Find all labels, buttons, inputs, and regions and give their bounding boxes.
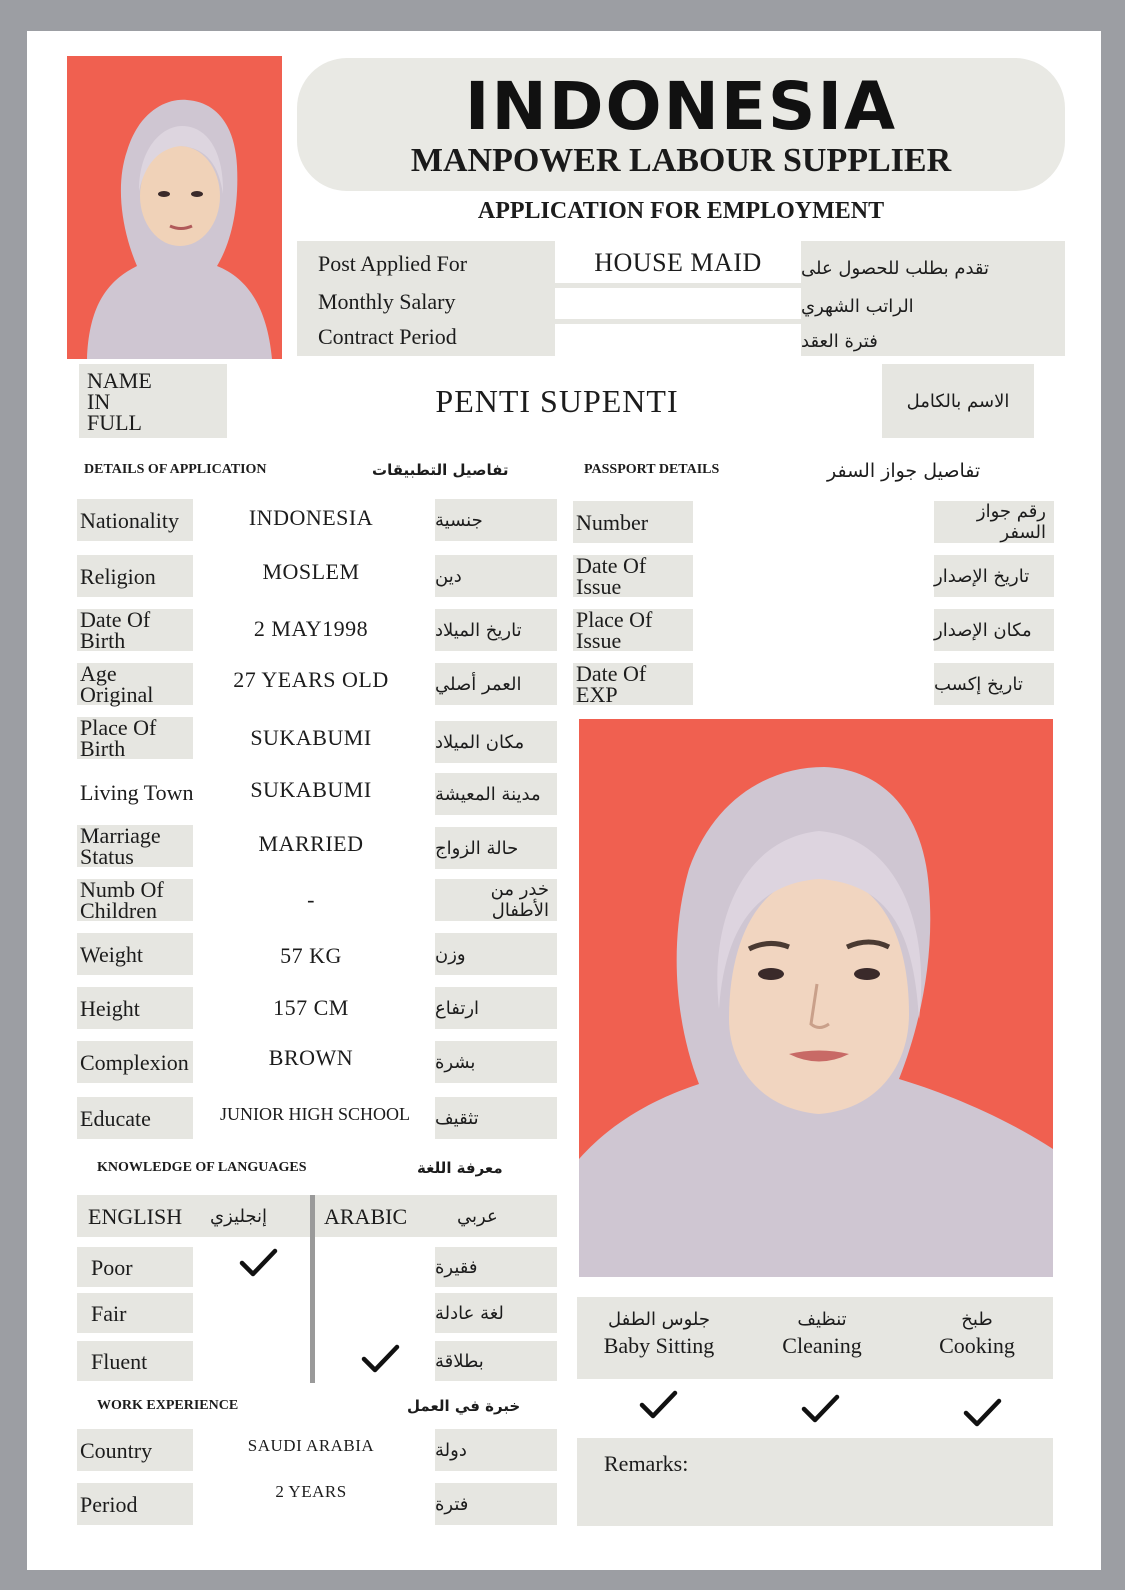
passport-expiry-value xyxy=(697,663,927,705)
post-labels-box xyxy=(297,241,555,356)
passport-issue-place-value xyxy=(697,609,927,651)
monthly-salary-label: Monthly Salary xyxy=(318,288,456,314)
languages-section-title-ar: معرفة اللغة xyxy=(417,1159,503,1177)
level-fair-label-ar: لغة عادلة xyxy=(435,1293,557,1333)
name-label-ar: الاسم بالكامل xyxy=(882,364,1034,438)
date-of-birth-label: Date Of Birth xyxy=(77,609,193,651)
header-company-name: MANPOWER LABOUR SUPPLIER xyxy=(410,142,952,179)
passport-section-title: PASSPORT DETAILS xyxy=(584,462,720,477)
education-label-ar: تثقيف xyxy=(435,1097,557,1139)
english-label-ar: إنجليزي xyxy=(210,1205,268,1227)
weight-value: 57 KG xyxy=(280,943,342,968)
religion-label: Religion xyxy=(77,555,193,597)
baby-sitting-check-mark xyxy=(635,1385,681,1425)
monthly-salary-label-ar: الراتب الشهري xyxy=(801,295,914,317)
level-poor-label-ar: فقيرة xyxy=(435,1247,557,1287)
arabic-level-check-mark xyxy=(357,1339,403,1379)
age-label: Age Original xyxy=(77,663,193,705)
marriage-status-label-ar: حالة الزواج xyxy=(435,827,557,869)
work-country-label: Country xyxy=(77,1429,193,1471)
skill-cooking-label: Cooking xyxy=(939,1333,1015,1358)
passport-number-label: Number xyxy=(573,501,693,543)
details-section-title-ar: تفاصيل التطبيقات xyxy=(372,461,509,479)
work-period-label-ar: فترة xyxy=(435,1483,557,1525)
skill-cooking-ar: طبخ xyxy=(961,1309,993,1330)
monthly-salary-value xyxy=(555,288,801,318)
remarks-value xyxy=(601,1482,604,1512)
living-town-value: SUKABUMI xyxy=(250,777,372,802)
date-of-birth-label-ar: تاريخ الميلاد xyxy=(435,609,557,651)
header-banner xyxy=(297,58,1065,191)
children-label-ar: خدر من الأطفال xyxy=(435,879,557,921)
form-title: APPLICATION FOR EMPLOYMENT xyxy=(477,198,885,224)
post-arabic-labels-box xyxy=(801,241,1065,356)
passport-issue-date-value xyxy=(697,555,927,597)
remarks-label: Remarks: xyxy=(604,1450,689,1476)
skill-cleaning-label: Cleaning xyxy=(782,1333,862,1358)
skill-baby-sitting-ar: جلوس الطفل xyxy=(607,1309,711,1330)
passport-number-value xyxy=(697,501,927,543)
arabic-label-ar: عربي xyxy=(457,1205,498,1227)
work-period-label: Period xyxy=(77,1483,193,1525)
skill-baby-sitting xyxy=(579,1307,739,1373)
arabic-header xyxy=(315,1195,557,1237)
passport-issue-date-label: Date Of Issue xyxy=(573,555,693,597)
nationality-label-ar: جنسية xyxy=(435,499,557,541)
education-label: Educate xyxy=(77,1097,193,1139)
age-value: 27 YEARS OLD xyxy=(233,667,389,692)
arabic-label: ARABIC xyxy=(324,1203,408,1229)
age-label-ar: العمر أصلي xyxy=(435,663,557,705)
passport-number-label-ar: رقم جواز السفر xyxy=(934,501,1054,543)
passport-expiry-label: Date Of EXP xyxy=(573,663,693,705)
passport-issue-date-label-ar: تاريخ الإصدار xyxy=(934,555,1054,597)
religion-value: MOSLEM xyxy=(262,559,360,584)
work-period-value: 2 YEARS xyxy=(275,1482,347,1501)
skill-cooking xyxy=(907,1307,1047,1373)
details-section-title: DETAILS OF APPLICATION xyxy=(84,462,267,477)
passport-issue-place-label-ar: مكان الإصدار xyxy=(934,609,1054,651)
contract-period-label-ar: فترة العقد xyxy=(801,330,878,352)
contract-period-label: Contract Period xyxy=(318,323,457,349)
living-town-label: Living Town xyxy=(80,779,194,805)
skill-cleaning xyxy=(742,1307,902,1373)
post-applied-value: HOUSE MAID xyxy=(594,248,762,277)
children-value: - xyxy=(307,887,315,912)
small-portrait-photo xyxy=(67,56,282,359)
large-portrait-photo xyxy=(579,719,1053,1277)
work-section-title-ar: خبرة في العمل xyxy=(407,1397,521,1415)
application-form xyxy=(27,31,1101,1570)
level-fluent-label: Fluent xyxy=(77,1341,193,1381)
weight-label-ar: وزن xyxy=(435,933,557,975)
height-label-ar: ارتفاع xyxy=(435,987,557,1029)
languages-section-title: KNOWLEDGE OF LANGUAGES xyxy=(97,1160,307,1175)
living-town-label-ar: مدينة المعيشة xyxy=(435,773,557,815)
religion-label-ar: دين xyxy=(435,555,557,597)
english-header xyxy=(77,1195,310,1237)
height-label: Height xyxy=(77,987,193,1029)
contract-period-value xyxy=(555,324,801,354)
cleaning-check-mark xyxy=(797,1389,843,1429)
education-value: JUNIOR HIGH SCHOOL xyxy=(219,1103,410,1124)
level-poor-label: Poor xyxy=(77,1247,193,1287)
passport-section-title-ar: تفاصيل جواز السفر xyxy=(827,460,981,482)
marriage-status-label: Marriage Status xyxy=(77,825,193,867)
complexion-label-ar: بشرة xyxy=(435,1041,557,1083)
work-section-title: WORK EXPERIENCE xyxy=(97,1398,239,1413)
cooking-check-mark xyxy=(959,1393,1005,1433)
post-applied-label: Post Applied For xyxy=(318,250,468,276)
marriage-status-value: MARRIED xyxy=(258,831,364,856)
passport-issue-place-label: Place Of Issue xyxy=(573,609,693,651)
place-of-birth-label-ar: مكان الميلاد xyxy=(435,721,557,763)
skill-baby-sitting-label: Baby Sitting xyxy=(603,1333,715,1358)
post-applied-label-ar: تقدم بطلب للحصول على xyxy=(801,257,990,279)
level-fair-label: Fair xyxy=(77,1293,193,1333)
full-name-value: PENTI SUPENTI xyxy=(435,382,679,419)
place-of-birth-value: SUKABUMI xyxy=(250,725,372,750)
nationality-label: Nationality xyxy=(77,499,193,541)
work-country-label-ar: دولة xyxy=(435,1429,557,1471)
height-value: 157 CM xyxy=(273,995,349,1020)
name-label: NAME IN FULL xyxy=(79,364,227,438)
nationality-value: INDONESIA xyxy=(248,505,374,530)
work-country-value: SAUDI ARABIA xyxy=(247,1436,375,1455)
remarks-box xyxy=(577,1438,1053,1526)
complexion-label: Complexion xyxy=(77,1041,193,1083)
skill-cleaning-ar: تنظيف xyxy=(797,1309,847,1330)
level-fluent-label-ar: بطلاقة xyxy=(435,1341,557,1381)
weight-label: Weight xyxy=(77,933,193,975)
header-country-title: INDONESIA xyxy=(464,68,898,145)
english-label: ENGLISH xyxy=(88,1203,183,1229)
date-of-birth-value: 2 MAY1998 xyxy=(253,616,369,641)
passport-expiry-label-ar: تاريخ إكسب xyxy=(934,663,1054,705)
english-level-check-mark xyxy=(235,1243,281,1283)
children-label: Numb Of Children xyxy=(77,879,193,921)
complexion-value: BROWN xyxy=(268,1045,354,1070)
place-of-birth-label: Place Of Birth xyxy=(77,717,193,759)
